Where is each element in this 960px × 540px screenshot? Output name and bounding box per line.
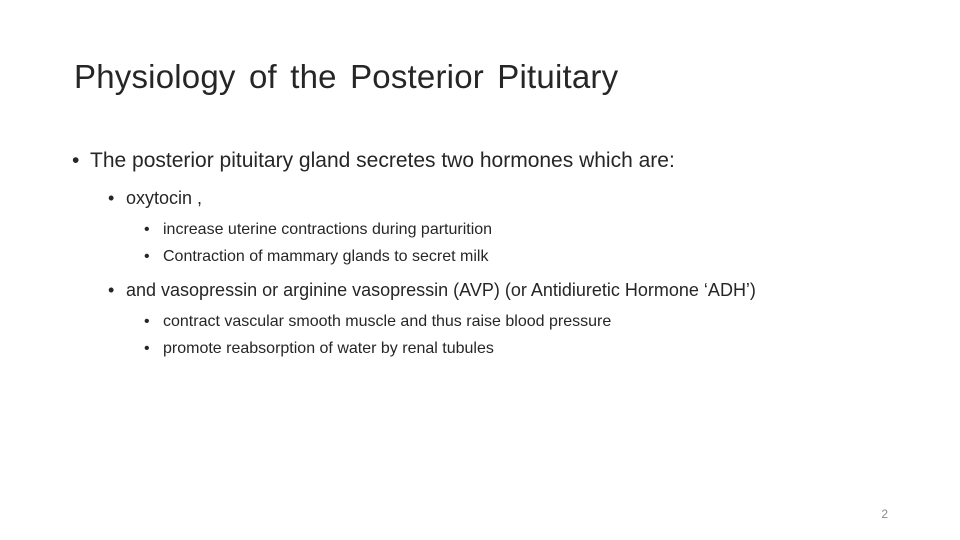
hormone-label: and vasopressin or arginine vasopressin (AVP) (or Antidiuretic Hormone ‘ADH’) xyxy=(126,280,756,300)
hormone-bullet-oxytocin xyxy=(108,186,852,210)
effect-text: Contraction of mammary glands to secret milk xyxy=(163,248,489,265)
effect-bullet xyxy=(144,216,852,243)
bullet-glyph: • xyxy=(108,188,115,208)
effect-text: increase uterine contractions during parturition xyxy=(163,221,493,238)
effect-text: contract vascular smooth muscle and thus raise blood pressure xyxy=(163,313,612,330)
effect-bullet xyxy=(144,335,852,362)
slide-body xyxy=(72,146,852,370)
effects-list-oxytocin xyxy=(72,216,852,270)
bullet-glyph: • xyxy=(108,280,115,300)
effects-list-vasopressin xyxy=(72,308,852,362)
bullet-glyph: • xyxy=(72,149,80,172)
main-bullet-text: The posterior pituitary gland secretes two hormones which are: xyxy=(90,149,675,172)
bullet-glyph: • xyxy=(144,313,150,330)
bullet-glyph: • xyxy=(144,221,150,238)
effect-text: promote reabsorption of water by renal tubules xyxy=(163,340,494,357)
main-bullet xyxy=(72,146,852,176)
effect-bullet xyxy=(144,243,852,270)
hormone-bullet-vasopressin xyxy=(108,278,852,302)
hormone-label: oxytocin , xyxy=(126,188,203,208)
bullet-glyph: • xyxy=(144,248,150,265)
slide-title: Physiology of the Posterior Pituitary xyxy=(74,58,619,95)
effect-bullet xyxy=(144,308,852,335)
page-number: 2 xyxy=(881,507,888,521)
bullet-glyph: • xyxy=(144,340,150,357)
